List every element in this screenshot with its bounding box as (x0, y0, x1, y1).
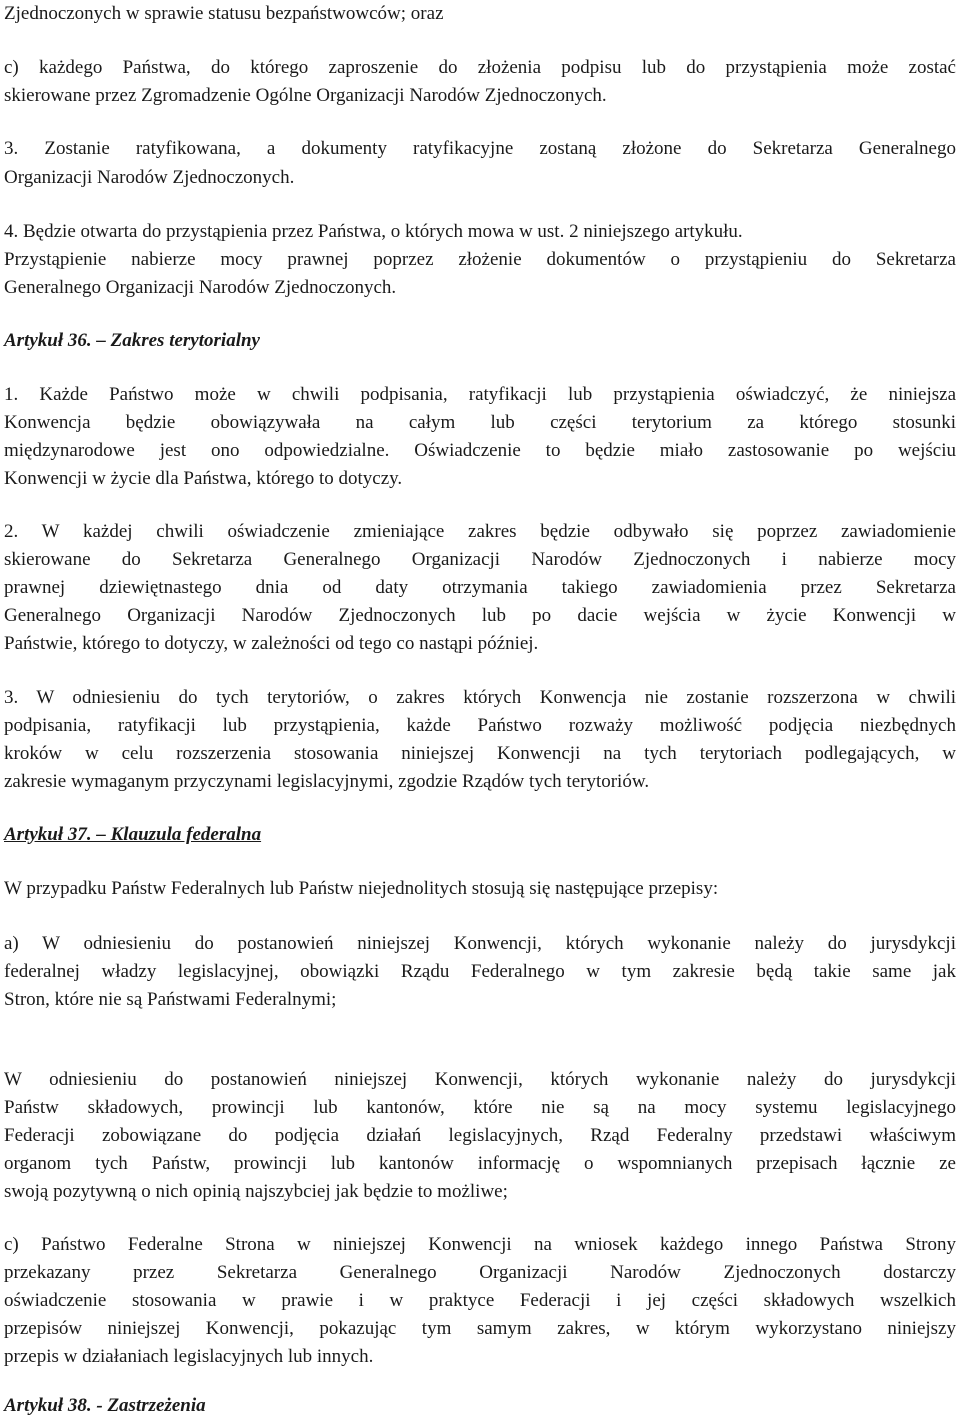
text-line: przekazany przez Sekretarza Generalnego Organizacji Narodów Zjednoczonych dostarczy (4, 1262, 956, 1283)
text-line: skierowane do Sekretarza Generalnego Organizacji Narodów Zjednoczonych i nabierze mocy (4, 549, 956, 570)
text-line: Organizacji Narodów Zjednoczonych. (4, 167, 295, 188)
text-line: Stron, które nie są Państwami Federalnymi; (4, 989, 337, 1010)
text-line: a) W odniesieniu do postanowień niniejszej Konwencji, których wykonanie należy do jurysdykcji (4, 933, 956, 954)
text-line: zakresie wymaganym przyczynami legislacyjnymi, zgodzie Rządów tych terytoriów. (4, 771, 650, 792)
text-line: swoją pozytywną o nich opinią najszybciej jak będzie to możliwe; (4, 1181, 508, 1202)
text-line: skierowane przez Zgromadzenie Ogólne Organizacji Narodów Zjednoczonych. (4, 85, 607, 106)
text-line: Państw składowych, prowincji lub kantonów, które nie są na mocy systemu legislacyjnego (4, 1097, 956, 1118)
article-heading: Artykuł 36. – Zakres terytorialny (4, 330, 260, 351)
text-line: międzynarodowe jest ono odpowiedzialne. Oświadczenie to będzie miało zastosowanie po wejściu (4, 440, 956, 461)
text-line: 1. Każde Państwo może w chwili podpisania, ratyfikacji lub przystąpienia oświadczyć, że niniejsza (4, 384, 956, 405)
text-line: 3. W odniesieniu do tych terytoriów, o zakres których Konwencja nie zostanie rozszerzona w chwili (4, 687, 956, 708)
text-line: federalnej władzy legislacyjnej, obowiązki Rządu Federalnego w tym zakresie będą takie same jak (4, 961, 956, 982)
text-line: Konwencja będzie obowiązywała na całym lub części terytorium za którego stosunki (4, 412, 956, 433)
text-line: W przypadku Państw Federalnych lub Państw niejednolitych stosują się następujące przepisy: (4, 878, 719, 899)
text-line: podpisania, ratyfikacji lub przystąpienia, każde Państwo rozważy możliwość podjęcia niezbędnych (4, 715, 956, 736)
text-line: W odniesieniu do postanowień niniejszej Konwencji, których wykonanie należy do jurysdykcji (4, 1069, 956, 1090)
text-line: Państwie, którego to dotyczy, w zależności od tego co nastąpi później. (4, 633, 539, 654)
text-line: c) Państwo Federalne Strona w niniejszej Konwencji na wniosek każdego innego Państwa Strony (4, 1234, 956, 1255)
text-line: organom tych Państw, prowincji lub kantonów informację o wspomnianych przepisach łącznie ze (4, 1153, 956, 1174)
text-line: Generalnego Organizacji Narodów Zjednoczonych. (4, 277, 397, 298)
text-line: 4. Będzie otwarta do przystąpienia przez Państwa, o których mowa w ust. 2 niniejszego artykułu. (4, 221, 743, 242)
text-line: przepisów niniejszej Konwencji, pokazując tym samym zakres, w którym wykorzystano niniejszy (4, 1318, 956, 1339)
text-line: Zjednoczonych w sprawie statusu bezpaństwowców; oraz (4, 3, 444, 24)
text-line: 3. Zostanie ratyfikowana, a dokumenty ratyfikacyjne zostaną złożone do Sekretarza Generalnego (4, 138, 956, 159)
text-line: Federacji zobowiązane do podjęcia działań legislacyjnych, Rząd Federalny przedstawi właściwym (4, 1125, 956, 1146)
text-line: oświadczenie stosowania w prawie i w praktyce Federacji i jej części składowych wszelkich (4, 1290, 956, 1311)
text-line: przepis w działaniach legislacyjnych lub innych. (4, 1346, 374, 1367)
text-line: Konwencji w życie dla Państwa, którego to dotyczy. (4, 468, 403, 489)
text-line: kroków w celu rozszerzenia stosowania niniejszej Konwencji na tych terytoriach podlegających, w (4, 743, 956, 764)
text-line: c) każdego Państwa, do którego zaproszenie do złożenia podpisu lub do przystąpienia może zostać (4, 57, 956, 78)
article-heading: Artykuł 37. – Klauzula federalna (4, 824, 262, 845)
text-line: Generalnego Organizacji Narodów Zjednoczonych lub po dacie wejścia w życie Konwencji w (4, 605, 956, 626)
article-heading: Artykuł 38. - Zastrzeżenia (4, 1395, 206, 1416)
text-line: prawnej dziewiętnastego dnia od daty otrzymania takiego zawiadomienia przez Sekretarza (4, 577, 956, 598)
text-line: 2. W każdej chwili oświadczenie zmieniające zakres będzie odbywało się poprzez zawiadomienie (4, 521, 956, 542)
text-line: Przystąpienie nabierze mocy prawnej poprzez złożenie dokumentów o przystąpieniu do Sekretarza (4, 249, 956, 270)
